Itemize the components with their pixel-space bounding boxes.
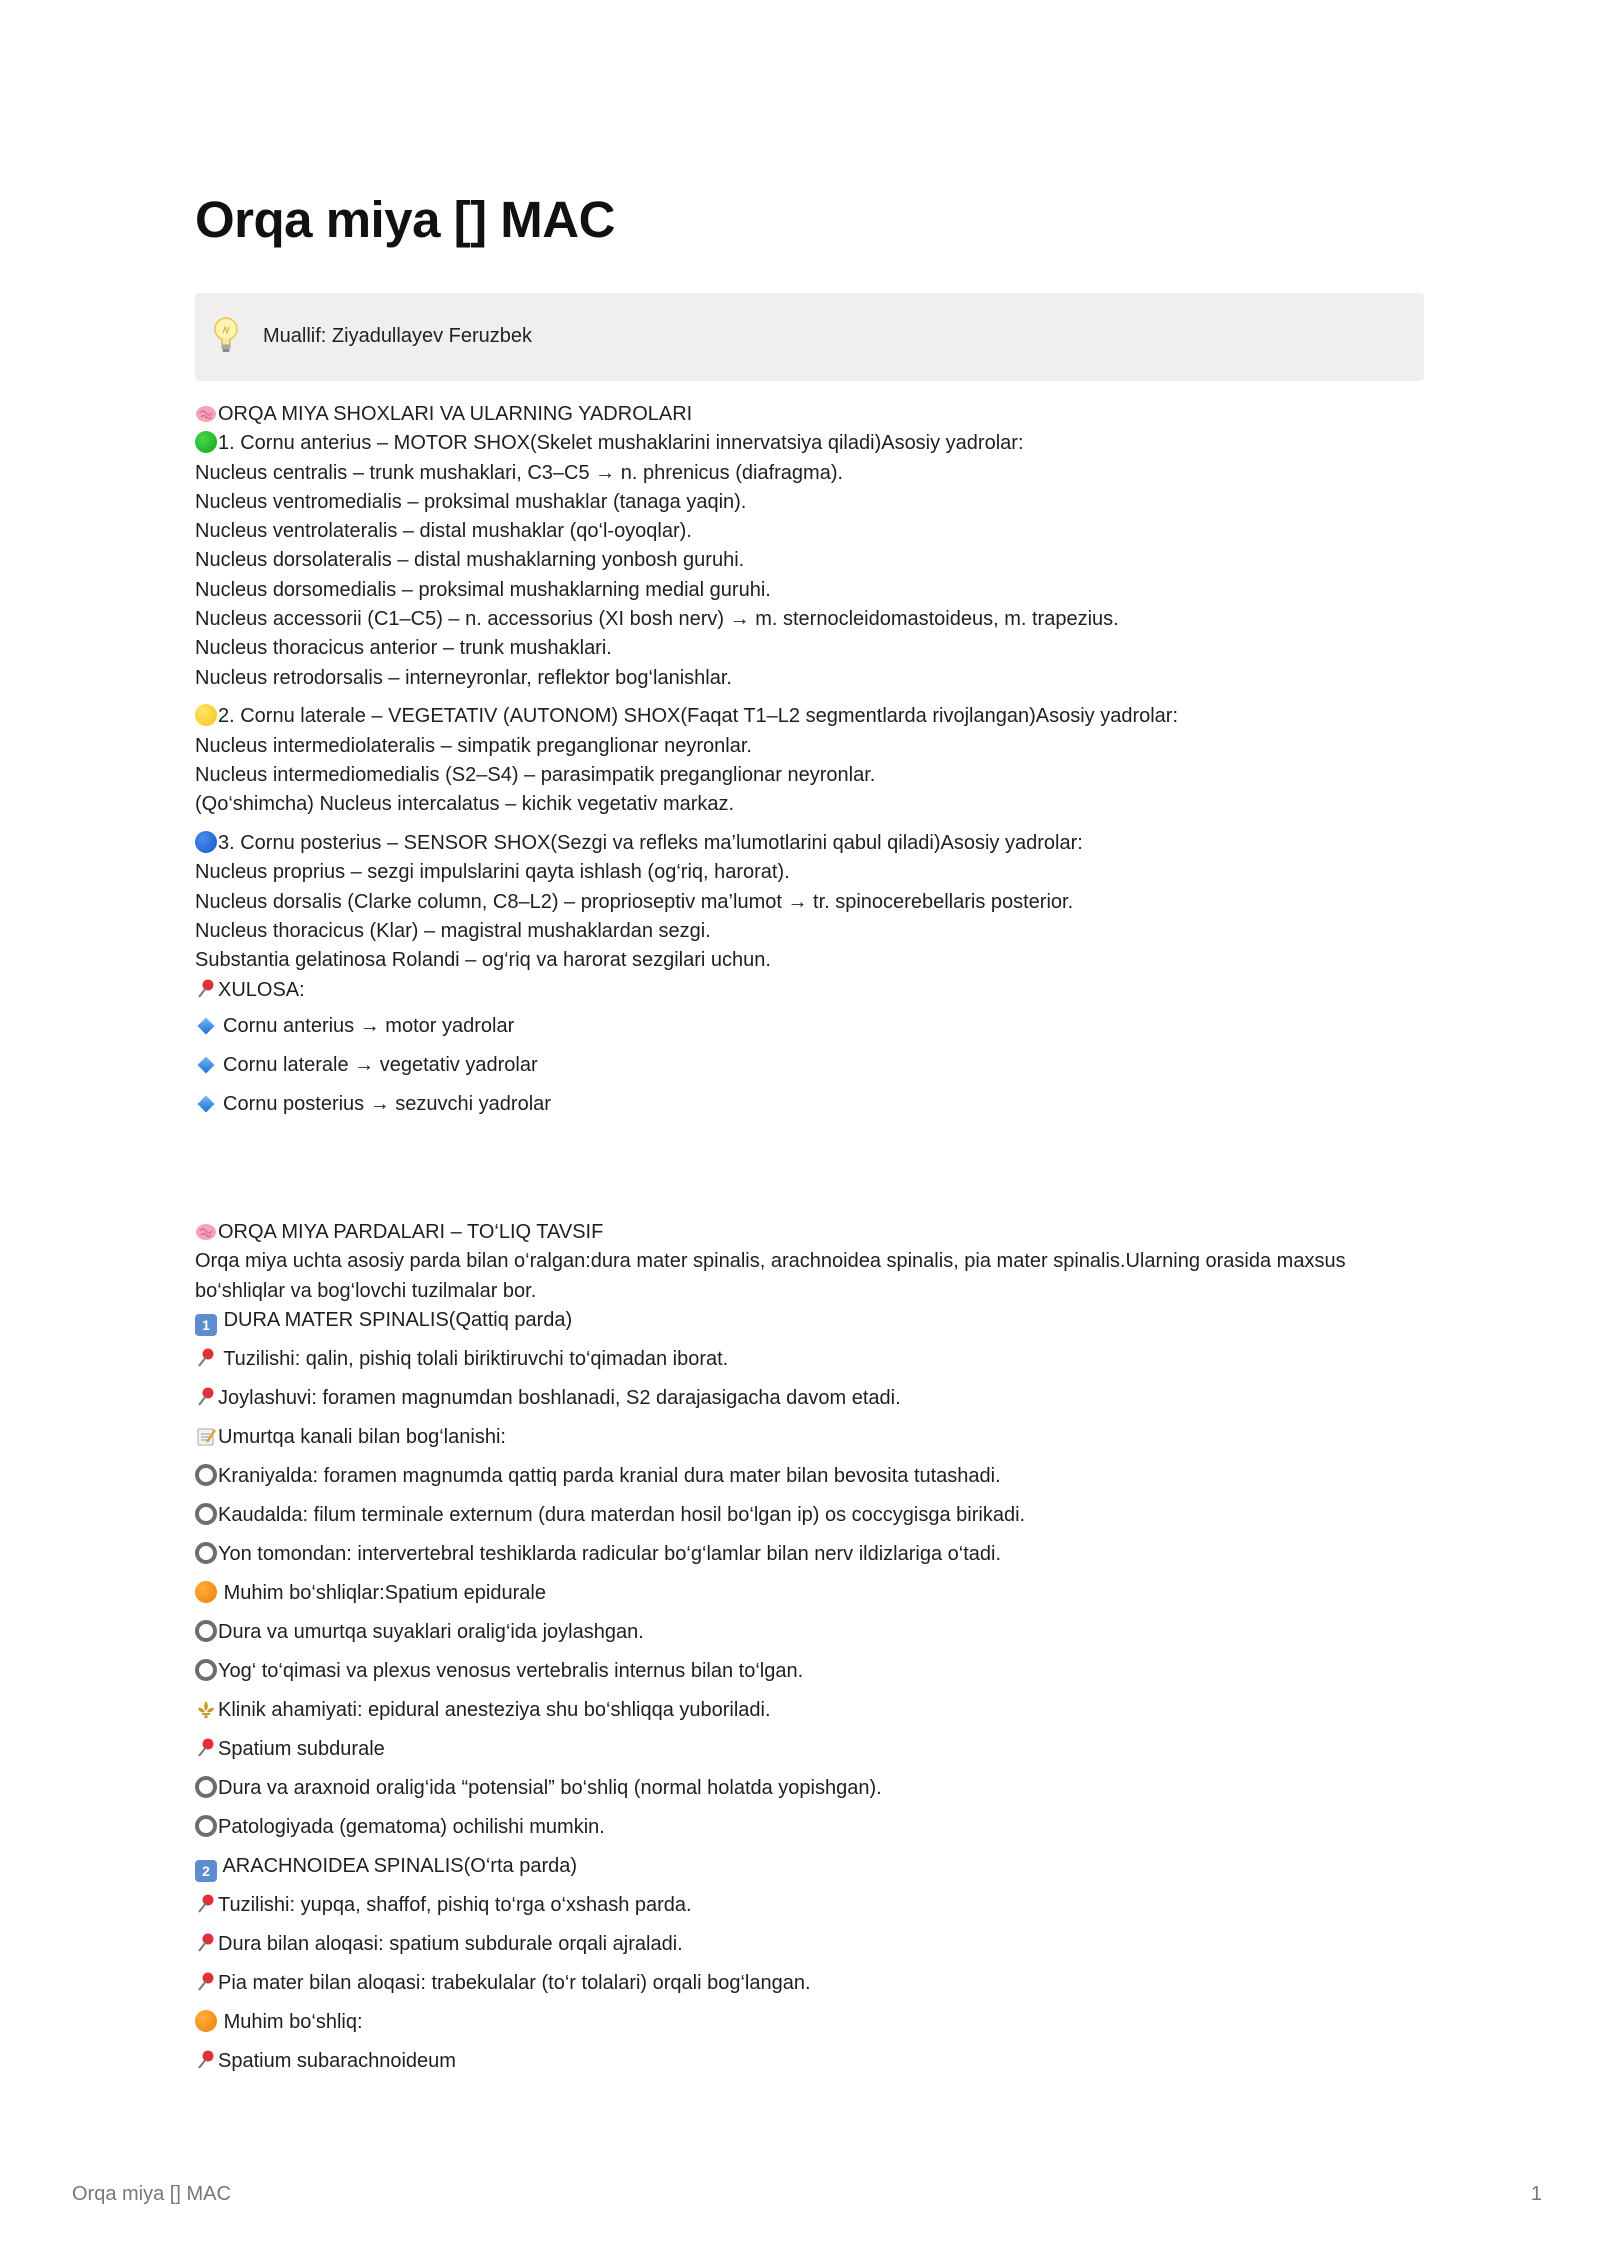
brain-icon: [195, 1220, 217, 1242]
radio-button-icon: [195, 1776, 217, 1798]
lightbulb-icon: [212, 315, 240, 355]
section-spinal-meninges: [195, 1218, 1425, 2081]
posterior-heading: 3. Cornu posterius – SENSOR SHOX(Sezgi va refleks ma’lumotlarini qabul qiladi)Asosiy yadrolar:: [195, 829, 1425, 858]
list-item: Nucleus ventromedialis – proksimal mushaklar (tanaga yaqin).: [195, 490, 747, 513]
blue-diamond-icon: [198, 1017, 215, 1034]
summary-item: Cornu anterius → motor yadrolar: [195, 1007, 1425, 1046]
list-item: Pia mater bilan aloqasi: trabekulalar (to‘r tolalari) orqali bog‘langan.: [195, 1964, 1425, 2003]
list-item: Nucleus thoracicus anterior – trunk mushaklari.: [195, 637, 612, 660]
list-item: Patologiyada (gematoma) ochilishi mumkin.: [195, 1808, 1425, 1847]
section-spinal-horns: [195, 400, 1425, 1124]
radio-button-icon: [195, 1620, 217, 1642]
callout-text: Muallif: Ziyadullayev Feruzbek: [263, 325, 532, 347]
pushpin-icon: [195, 1968, 217, 1990]
list-item: Muhim bo‘shliq:: [195, 2003, 1425, 2042]
list-item: Dura bilan aloqasi: spatium subdurale orqali ajraladi.: [195, 1925, 1425, 1964]
list-item: Nucleus accessorii (C1–C5) – n. accessorius (XI bosh nerv) → m. sternocleidomastoideus, m. trapezius.: [195, 608, 1119, 631]
list-item: Umurtqa kanali bilan bog‘lanishi:: [195, 1418, 1425, 1457]
list-item: Nucleus retrodorsalis – interneyronlar, reflektor bog‘lanishlar.: [195, 666, 732, 689]
list-item: Nucleus ventrolateralis – distal mushaklar (qo‘l-oyoqlar).: [195, 520, 692, 543]
keycap-one-icon: 1: [195, 1314, 217, 1336]
green-circle-icon: [195, 431, 217, 453]
anterior-heading: 1. Cornu anterius – MOTOR SHOX(Skelet mushaklarini innervatsiya qiladi)Asosiy yadrolar:: [195, 429, 1425, 458]
pushpin-icon: [195, 1929, 217, 1951]
list-item: Joylashuvi: foramen magnumdan boshlanadi, S2 darajasigacha davom etadi.: [195, 1379, 1425, 1418]
radio-button-icon: [195, 1542, 217, 1564]
memo-icon: [195, 1422, 217, 1444]
list-item: Nucleus intermediomedialis (S2–S4) – parasimpatik preganglionar neyronlar.: [195, 764, 876, 787]
summary-label: XULOSA:: [195, 976, 1425, 1005]
summary-item: Cornu laterale → vegetativ yadrolar: [195, 1046, 1425, 1085]
list-item: Substantia gelatinosa Rolandi – og‘riq va harorat sezgilari uchun.: [195, 949, 771, 972]
list-item: Spatium subdurale: [195, 1730, 1425, 1769]
radio-button-icon: [195, 1659, 217, 1681]
list-item: Kraniyalda: foramen magnumda qattiq parda kranial dura mater bilan bevosita tutashadi.: [195, 1457, 1425, 1496]
pushpin-icon: [195, 978, 217, 1000]
list-item: Kaudalda: filum terminale externum (dura materdan hosil bo‘lgan ip) os coccygisga birikadi.: [195, 1496, 1425, 1535]
footer-title: Orqa miya [] MAC: [72, 2183, 231, 2205]
list-item: Yon tomondan: intervertebral teshiklarda radicular bo‘g‘lamlar bilan nerv ildizlariga o‘tadi.: [195, 1535, 1425, 1574]
list-item: Dura va umurtqa suyaklari oralig‘ida joylashgan.: [195, 1613, 1425, 1652]
arachnoid-heading: 2 ARACHNOIDEA SPINALIS(O‘rta parda): [195, 1847, 1425, 1886]
pushpin-icon: [195, 1344, 217, 1366]
pushpin-icon: [195, 1383, 217, 1405]
page-title: Orqa miya [] MAC: [195, 191, 615, 248]
list-item: Muhim bo‘shliqlar:Spatium epidurale: [195, 1574, 1425, 1613]
fleur-de-lis-icon: [195, 1695, 217, 1717]
list-item: Spatium subarachnoideum: [195, 2042, 1425, 2081]
yellow-circle-icon: [195, 704, 217, 726]
list-item: Nucleus thoracicus (Klar) – magistral mushaklardan sezgi.: [195, 920, 711, 943]
radio-button-icon: [195, 1503, 217, 1525]
brain-icon: [195, 402, 217, 424]
pushpin-icon: [195, 1890, 217, 1912]
section-heading: ORQA MIYA SHOXLARI VA ULARNING YADROLARI: [195, 400, 1425, 429]
pushpin-icon: [195, 1734, 217, 1756]
summary-item: Cornu posterius → sezuvchi yadrolar: [195, 1085, 1425, 1124]
list-item: Klinik ahamiyati: epidural anesteziya shu bo‘shliqqa yuboriladi.: [195, 1691, 1425, 1730]
dura-heading: 1 DURA MATER SPINALIS(Qattiq parda): [195, 1306, 1425, 1335]
blue-diamond-icon: [198, 1056, 215, 1073]
blue-diamond-icon: [198, 1095, 215, 1112]
blue-circle-icon: [195, 831, 217, 853]
list-item: Nucleus centralis – trunk mushaklari, C3–C5 → n. phrenicus (diafragma).: [195, 461, 844, 484]
lateral-heading: 2. Cornu laterale – VEGETATIV (AUTONOM) SHOX(Faqat T1–L2 segmentlarda rivojlangan)Asosiy yadrolar:: [195, 702, 1425, 731]
list-item: Nucleus dorsomedialis – proksimal mushaklarning medial guruhi.: [195, 578, 771, 601]
radio-button-icon: [195, 1815, 217, 1837]
pushpin-icon: [195, 2046, 217, 2068]
orange-circle-icon: [195, 1581, 217, 1603]
list-item: Nucleus dorsalis (Clarke column, C8–L2) – proprioseptiv ma’lumot → tr. spinocerebellaris posterior.: [195, 890, 1074, 913]
list-item: (Qo‘shimcha) Nucleus intercalatus – kichik vegetativ markaz.: [195, 793, 735, 816]
list-item: Tuzilishi: qalin, pishiq tolali biriktiruvchi to‘qimadan iborat.: [195, 1340, 1425, 1379]
keycap-two-icon: 2: [195, 1860, 217, 1882]
list-item: Dura va araxnoid oralig‘ida “potensial” bo‘shliq (normal holatda yopishgan).: [195, 1769, 1425, 1808]
list-item: Tuzilishi: yupqa, shaffof, pishiq to‘rga o‘xshash parda.: [195, 1886, 1425, 1925]
list-item: Nucleus proprius – sezgi impulslarini qayta ishlash (og‘riq, harorat).: [195, 861, 790, 884]
list-item: Nucleus dorsolateralis – distal mushaklarning yonbosh guruhi.: [195, 549, 745, 572]
radio-button-icon: [195, 1464, 217, 1486]
section-heading: ORQA MIYA PARDALARI – TO‘LIQ TAVSIF: [195, 1218, 1425, 1247]
list-item: Nucleus intermediolateralis – simpatik preganglionar neyronlar.: [195, 734, 752, 757]
page-number: 1: [1530, 2183, 1542, 2205]
orange-circle-icon: [195, 2010, 217, 2032]
intro-paragraph: Orqa miya uchta asosiy parda bilan o‘ralgan:dura mater spinalis, arachnoidea spinalis, pia mater spinalis.Ularning orasida maxsus bo‘shliqlar va bog‘lovchi tuzilmalar bor.: [195, 1250, 1346, 1302]
author-callout: [195, 293, 1424, 381]
list-item: Yog‘ to‘qimasi va plexus venosus vertebralis internus bilan to‘lgan.: [195, 1652, 1425, 1691]
